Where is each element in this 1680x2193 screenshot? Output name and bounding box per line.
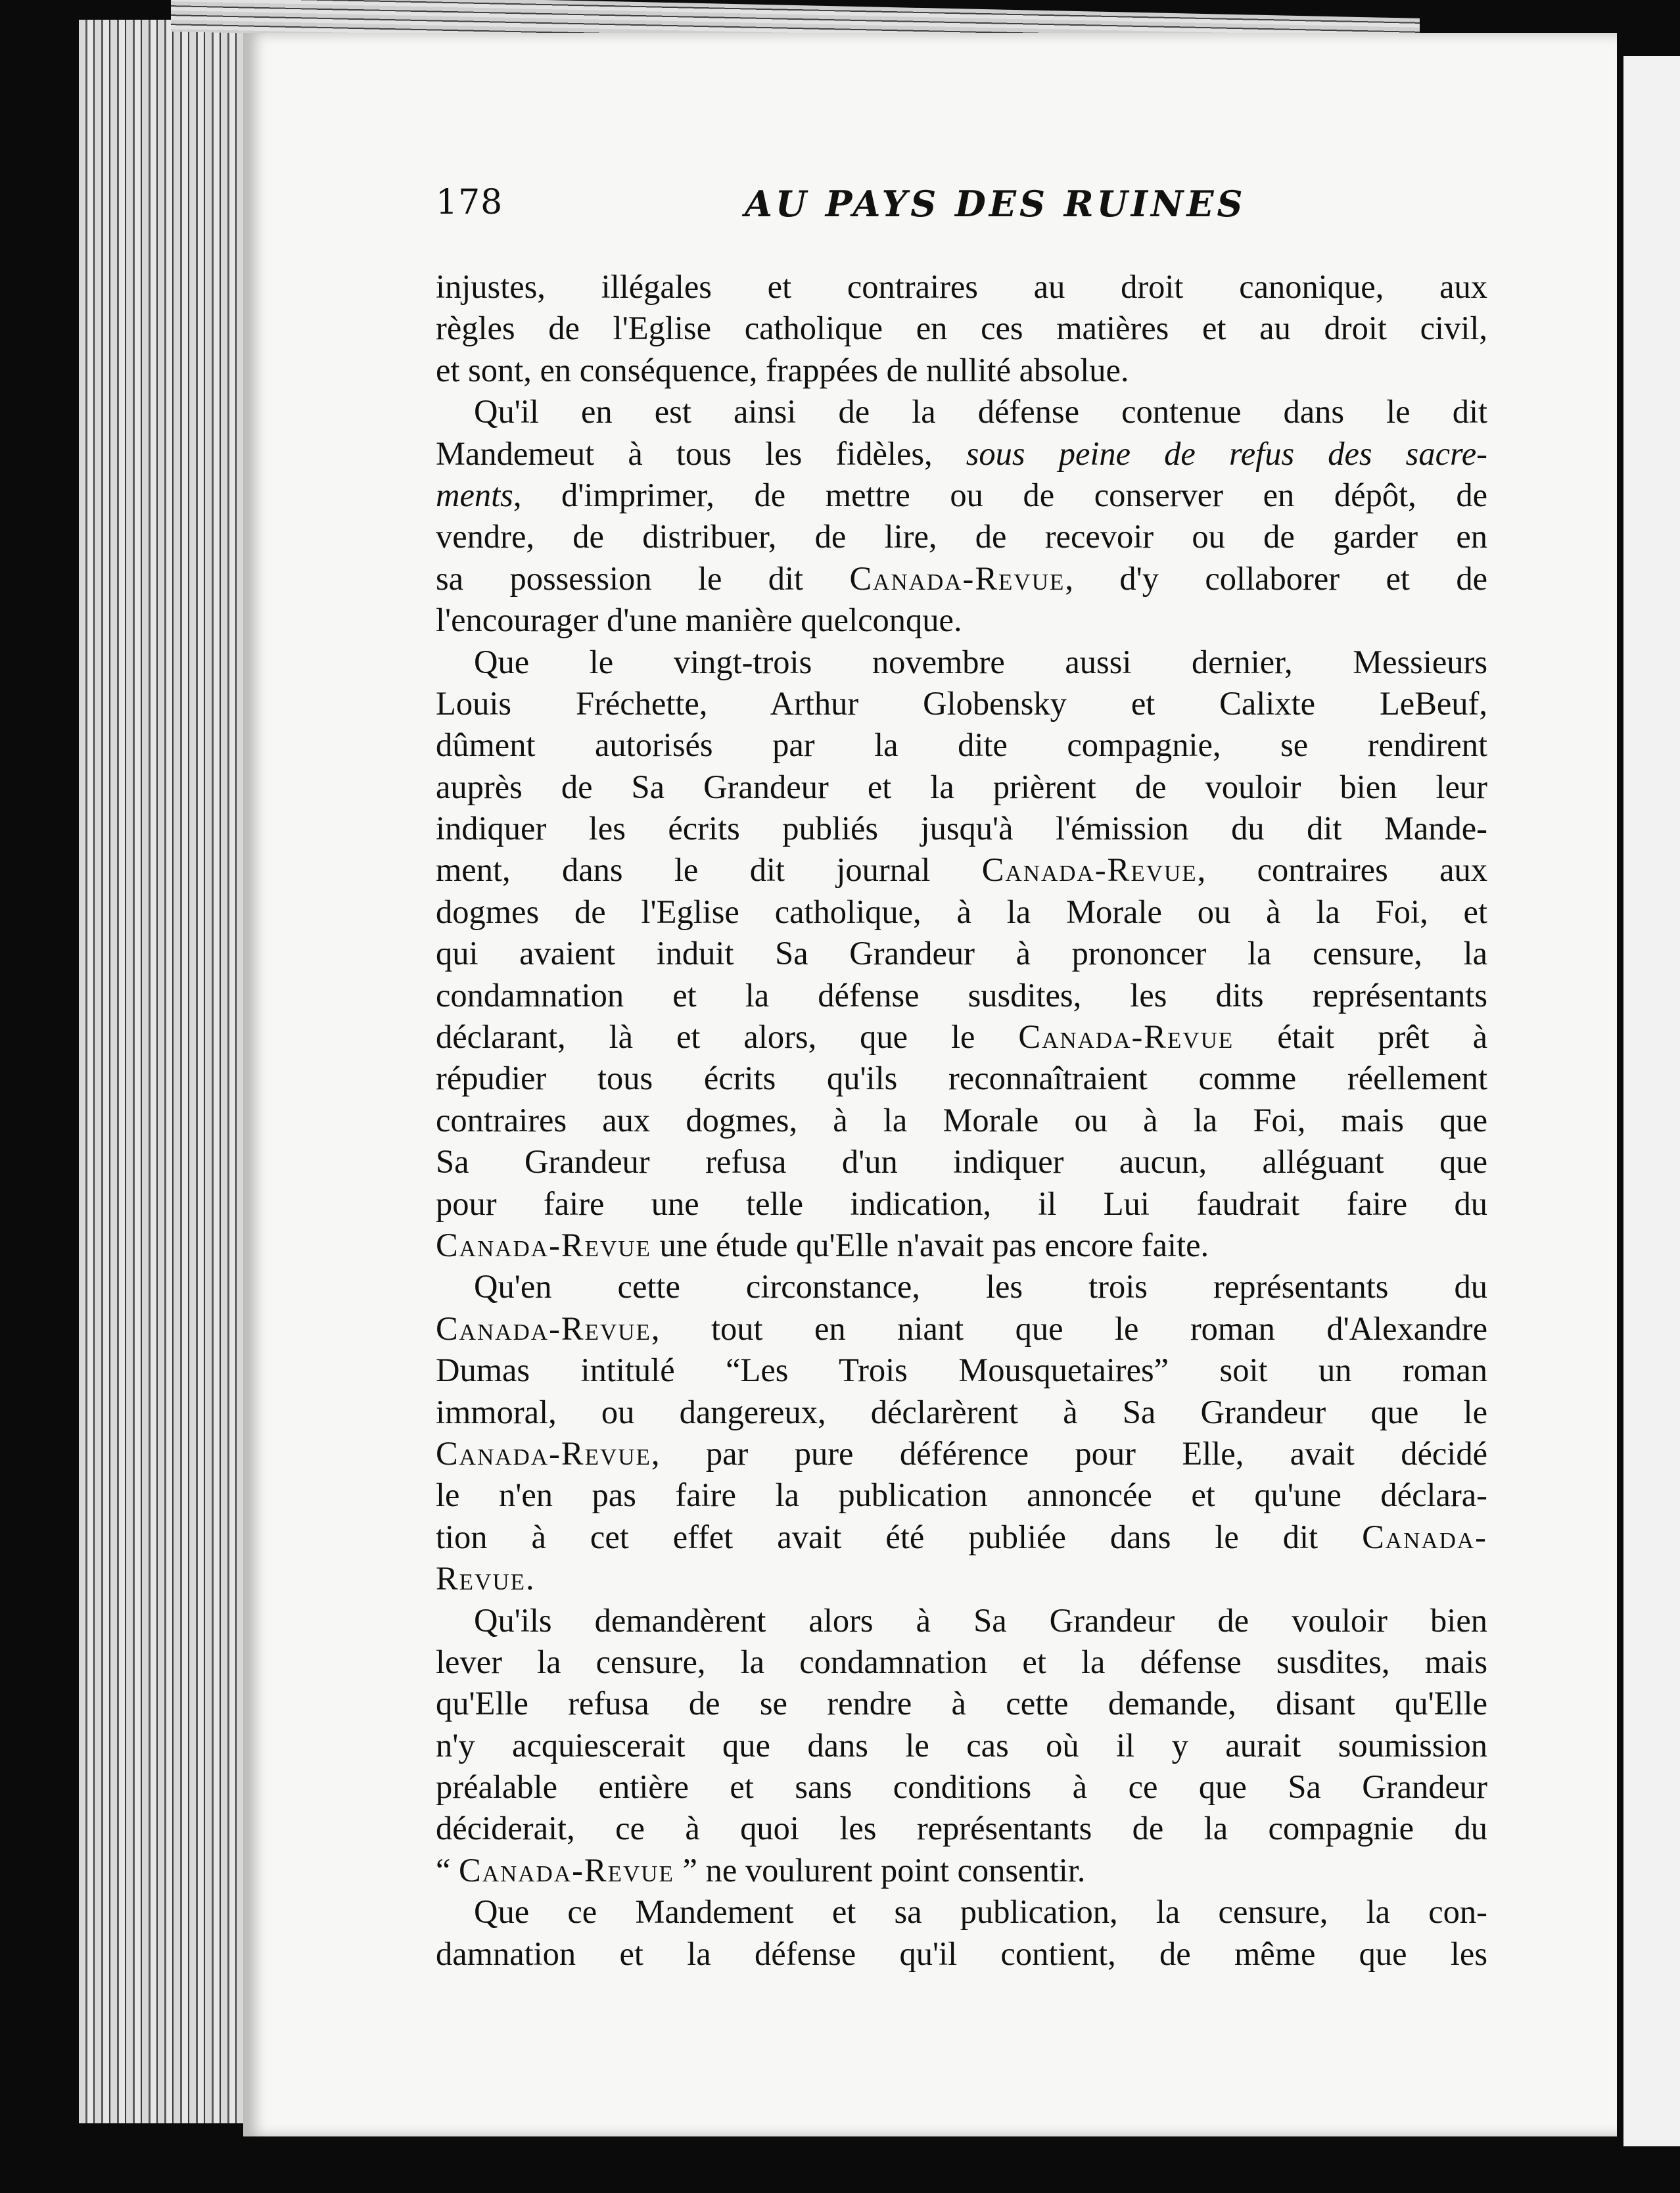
italic-phrase: sous peine de refus des sacre- (966, 435, 1487, 472)
text-run: une étude qu'Elle n'avait pas encore faite. (651, 1226, 1209, 1263)
text-run: ment, dans le dit journal (436, 851, 982, 889)
text-line: répudier tous écrits qu'ils reconnaîtraient comme réellement (436, 1060, 1487, 1097)
text-line: et sont, en conséquence, frappées de nullité absolue. (436, 351, 1129, 389)
text-line: qu'Elle refusa de se rendre à cette demande, disant qu'Elle (436, 1685, 1487, 1722)
text-line: règles de l'Eglise catholique en ces matières et au droit civil, (436, 310, 1487, 347)
text-line (436, 1225, 1487, 1266)
text-line: pour faire une telle indication, il Lui faudrait faire du (436, 1185, 1487, 1222)
text-line: Sa Grandeur refusa d'un indiquer aucun, alléguant que (436, 1143, 1487, 1181)
text-run: Mandemeut à tous les fidèles, (436, 435, 966, 472)
journal-name: Canada-Revue (1018, 1018, 1234, 1056)
text-run: , d'y collaborer et de (1065, 559, 1487, 597)
journal-name: Canada- (1362, 1518, 1487, 1555)
text-line (436, 433, 1487, 475)
journal-name: Canada-Revue (981, 851, 1198, 889)
journal-name: Canada-Revue (459, 1851, 674, 1889)
text-line: auprès de Sa Grandeur et la prièrent de vouloir bien leur (436, 768, 1487, 805)
running-title: AU PAYS DES RUINES (745, 183, 1246, 225)
text-run: , d'imprimer, de mettre ou de conserver en dépôt, de (513, 476, 1487, 513)
text-line: l'encourager d'une manière quelconque. (436, 601, 962, 639)
text-line: qui avaient induit Sa Grandeur à prononcer la censure, la (436, 935, 1487, 972)
text-line (436, 1850, 1487, 1891)
text-line: immoral, ou dangereux, déclarèrent à Sa Grandeur que le (436, 1393, 1487, 1430)
text-line: Qu'ils demandèrent alors à Sa Grandeur de vouloir bien (474, 1601, 1487, 1639)
italic-phrase: ments (436, 476, 513, 513)
text-line: n'y acquiescerait que dans le cas où il y aurait soumission (436, 1726, 1487, 1764)
text-line: déciderait, ce à quoi les représentants de la compagnie du (436, 1810, 1487, 1847)
text-line (436, 475, 1487, 516)
text-line: le n'en pas faire la publication annoncée et qu'une déclara- (436, 1476, 1487, 1514)
text-line: vendre, de distribuer, de lire, de recevoir ou de garder en (436, 518, 1487, 555)
text-run: ” ne voulurent point consentir. (674, 1851, 1086, 1889)
text-run: , tout en niant que le roman d'Alexandre (651, 1309, 1487, 1347)
text-line (436, 849, 1487, 891)
journal-name: Canada-Revue (436, 1309, 651, 1347)
text-line: Que ce Mandement et sa publication, la censure, la con- (474, 1893, 1487, 1931)
text-line (436, 1016, 1487, 1058)
text-line: Que le vingt-trois novembre aussi dernier, Messieurs (474, 643, 1487, 680)
journal-name: Canada-Revue (436, 1226, 651, 1263)
text-line (436, 1433, 1487, 1474)
text-run: , par pure déférence pour Elle, avait décidé (651, 1434, 1487, 1472)
page-header (436, 177, 1246, 237)
text-line (436, 1308, 1487, 1350)
text-run: sa possession le dit (436, 559, 850, 597)
text-run: . (526, 1560, 534, 1597)
text-line: contraires aux dogmes, à la Morale ou à la Foi, mais que (436, 1101, 1487, 1139)
text-line: préalable entière et sans conditions à ce que Sa Grandeur (436, 1768, 1487, 1806)
text-run: déclarant, là et alors, que le (436, 1018, 1019, 1056)
text-line (436, 1558, 1487, 1599)
journal-name: Revue (436, 1560, 526, 1597)
page-number: 178 (436, 183, 503, 222)
text-line: dogmes de l'Eglise catholique, à la Morale ou à la Foi, et (436, 893, 1487, 930)
text-line: Qu'en cette circonstance, les trois représentants du (474, 1268, 1487, 1306)
text-line: injustes, illégales et contraires au droit canonique, aux (436, 268, 1487, 305)
page-edges (79, 20, 263, 2123)
text-run: , contraires aux (1197, 851, 1487, 889)
journal-name: Canada-Revue (436, 1434, 651, 1472)
text-line: Dumas intitulé “Les Trois Mousquetaires” soit un roman (436, 1352, 1487, 1389)
text-line: Louis Fréchette, Arthur Globensky et Calixte LeBeuf, (436, 684, 1487, 722)
text-line: damnation et la défense qu'il contient, de même que les (436, 1935, 1487, 1972)
text-run: était prêt à (1234, 1018, 1487, 1056)
text-run: tion à cet effet avait été publiée dans le dit (436, 1518, 1363, 1555)
text-line: Qu'il en est ainsi de la défense contenue dans le dit (474, 393, 1487, 431)
text-line (436, 1517, 1487, 1558)
text-line: lever la censure, la condamnation et la défense susdites, mais (436, 1643, 1487, 1680)
text-line: condamnation et la défense susdites, les dits représentants (436, 976, 1487, 1014)
journal-name: Canada-Revue (849, 559, 1065, 597)
text-line: indiquer les écrits publiés jusqu'à l'émission du dit Mande- (436, 810, 1487, 847)
body-text (436, 266, 1487, 1975)
text-run: “ (436, 1851, 459, 1889)
facing-page-edge (1623, 56, 1680, 2146)
text-line (436, 558, 1487, 600)
text-line: dûment autorisés par la dite compagnie, se rendirent (436, 726, 1487, 764)
